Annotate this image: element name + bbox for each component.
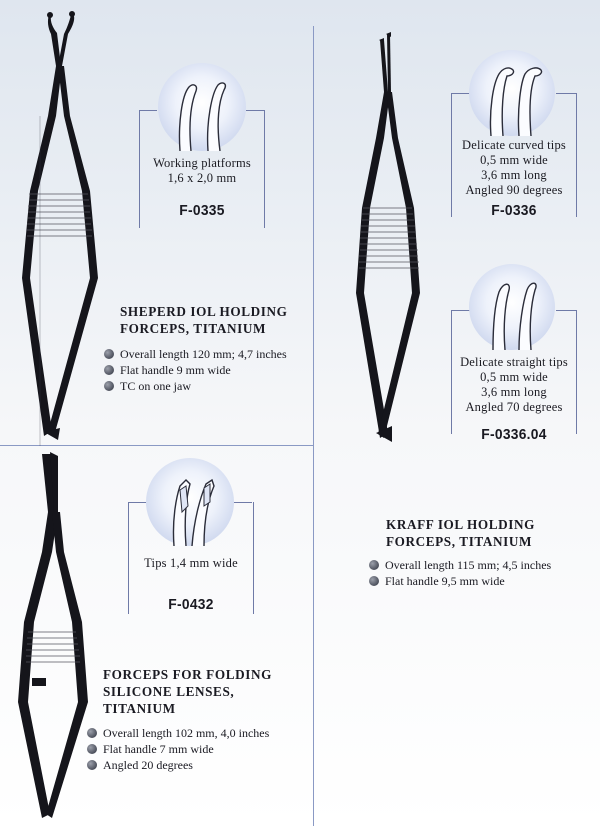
curved-platform-tips-icon: [158, 63, 246, 151]
spec-line: 3,6 mm long: [481, 385, 547, 399]
sheperd-title: SHEPERD IOL HOLDING FORCEPS, TITANIUM: [120, 304, 288, 336]
bullet-icon: [104, 381, 114, 391]
bullet-icon: [104, 349, 114, 359]
kraff-curved-tip-circle: [469, 50, 555, 136]
spec-line: 0,5 mm wide: [480, 153, 548, 167]
list-item: Overall length 115 mm; 4,5 inches: [369, 557, 551, 573]
kraff-title: KRAFF IOL HOLDING FORCEPS, TITANIUM: [386, 517, 535, 549]
curved-tips-icon: [469, 50, 555, 136]
list-item: Flat handle 9,5 mm wide: [369, 573, 551, 589]
list-item: TC on one jaw: [104, 378, 287, 394]
spec-line: Tips 1,4 mm wide: [144, 556, 238, 570]
vertical-divider: [313, 26, 314, 826]
sheperd-spec-list: [104, 346, 287, 394]
spec-line: 3,6 mm long: [481, 168, 547, 182]
straight-tips-icon: [469, 264, 555, 350]
kraff-straight-tip-circle: [469, 264, 555, 350]
folding-spec-list: [87, 725, 269, 773]
sheperd-tip-circle: [158, 63, 246, 151]
sheperd-tip-spec: [139, 156, 265, 186]
list-item: Overall length 102 mm, 4,0 inches: [87, 725, 269, 741]
spec-line: Delicate straight tips: [460, 355, 568, 369]
list-item: Overall length 120 mm; 4,7 inches: [104, 346, 287, 362]
spec-line: 1,6 x 2,0 mm: [167, 171, 237, 185]
list-item: Angled 20 degrees: [87, 757, 269, 773]
folding-forceps-image: [6, 452, 96, 822]
product-code-f0336: F-0336: [491, 202, 537, 219]
kraff-straight-tip-spec: [451, 355, 577, 415]
spec-line: Angled 70 degrees: [465, 400, 563, 414]
folding-tip-circle: [146, 458, 234, 546]
product-code-f0335: F-0335: [179, 202, 225, 219]
bullet-icon: [87, 744, 97, 754]
bullet-icon: [87, 760, 97, 770]
bullet-icon: [104, 365, 114, 375]
list-item: Flat handle 7 mm wide: [87, 741, 269, 757]
bullet-icon: [369, 576, 379, 586]
bullet-icon: [369, 560, 379, 570]
spec-line: Delicate curved tips: [462, 138, 566, 152]
spec-line: 0,5 mm wide: [480, 370, 548, 384]
product-code-f0432: F-0432: [168, 596, 214, 613]
kraff-curved-tip-spec: [451, 138, 577, 198]
sheperd-forceps-image: [10, 6, 110, 446]
list-item: Flat handle 9 mm wide: [104, 362, 287, 378]
folding-tips-icon: [146, 458, 234, 546]
kraff-forceps-image: [340, 28, 430, 448]
folding-title: FORCEPS FOR FOLDING SILICONE LENSES, TITANIUM: [103, 667, 272, 716]
folding-tip-spec: [128, 556, 254, 571]
spec-line: Angled 90 degrees: [465, 183, 563, 197]
product-code-f0336-04: F-0336.04: [481, 426, 547, 443]
bullet-icon: [87, 728, 97, 738]
spec-line: Working platforms: [153, 156, 251, 170]
kraff-spec-list: [369, 557, 551, 589]
